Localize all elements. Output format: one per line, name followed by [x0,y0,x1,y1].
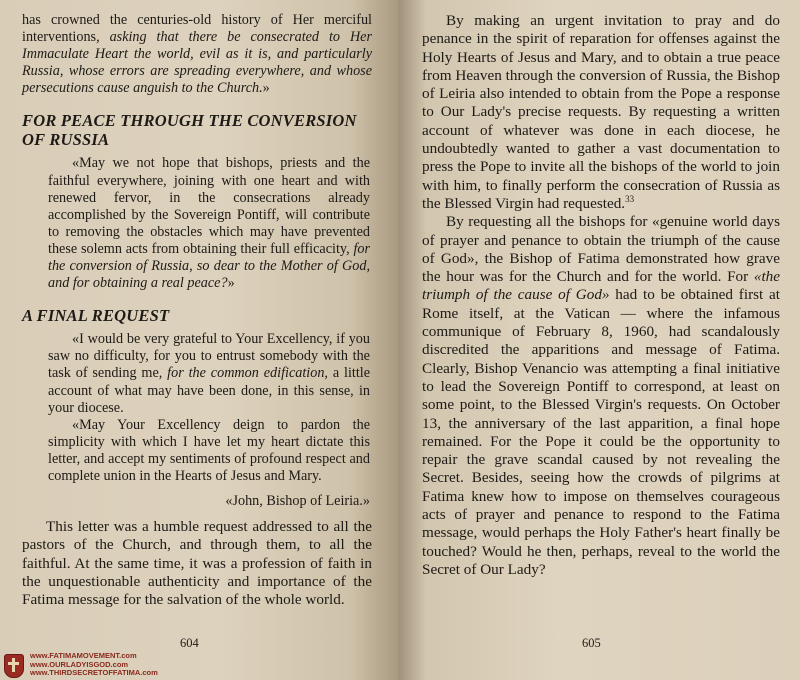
page-number-right: 605 [582,635,601,650]
watermark [4,652,158,678]
quote1-italic: for the conversion of Russia, so dear to the Mother of God, and for obtaining a real peace? [48,240,370,292]
quote-consecration [22,155,372,292]
watermark-lines [30,652,158,678]
watermark-line: www.OURLADYISGOD.com [30,659,129,669]
quote2-end: a little account of what may have been done, in this sense, in your diocese. [48,365,371,416]
quote1-end: » [227,275,235,292]
para1-text: By making an urgent invitation to pray and do penance in the spirit of reparation for offenses against the Holy Hearts of Jesus and Mary, and to obtain a true peace from Heaven through the conversion of Russia, the Bishop of Leiria also intended to obtain from the Pope a response to Our Lady's precise requests. By requesting a written account of whatever was done in each diocese, he undoubtedly wanted to gather a vast documentation to press the Pope to invite all the bishops of the world to join with him, to finally perform the consecration of Russia as the Blessed Virgin had requested. [422,12,780,212]
intro-text: has crowned the centuries-old history of Her merciful interventions, [22,12,372,46]
left-page [0,0,398,680]
cross-seal-icon [4,654,24,678]
right-page [398,0,800,680]
quote2-italic: for the common edification, [167,365,328,382]
quote2-text: «I would be very grateful to Your Excellency, if you saw no difficulty, for you to entrust somebody with the task of sending me, [48,331,370,382]
signature: «John, Bishop of Leiria.» [225,493,370,510]
closing-paragraph: This letter was a humble request addressed to all the pastors of the Church, and through them, to all the faithful. At the same time, it was a profession of faith in the unquestionable authenticity and importance of the Fatima message for the salvation of the whole world. [22,518,372,609]
quote-request [22,331,372,416]
page-number-left: 604 [180,635,199,650]
quote-pardon: «May Your Excellency deign to pardon the simplicity with which I have let my heart dictate this letter, and accept my sentiments of profound respect and complete union in the Hearts of Jesus and Mary. [48,416,370,484]
intro-end: » [262,80,270,97]
paragraph-requesting [422,213,780,579]
para2-rest: had to be obtained first at Rome itself, at the Vatican — where the infamous communique of February 8, 1960, had scandalously discredited the apparitions and message of Fatima. Clearly, Bishop Venancio was attempting a final initiative to lead the Sovereign Pontiff to correspond, at least on some point, to the Blessed Virgin's requests. On October 13, the anniversary of the last apparition, a final hope remained. For the Pope it could be the opportunity to repair the grave scandal caused by not revealing the Secret. Besides, seeing how the crowds of pilgrims at Fatima knew how to impose on themselves courageous acts of prayer and penance to respond to the Fatima message, would perhaps the Holy Father's heart finally be touched? Would he then, perhaps, reveal to the world the Secret of Our Lady? [422,286,780,578]
para2-italic: «the triumph of the cause of God» [422,268,780,304]
intro-paragraph [22,12,372,97]
para2-text: By requesting all the bishops for «genuine world days of prayer and penance to obtain the triumph of the cause of God», the Bishop of Fatima demonstrated how grave the hour was for the Church and for the world. For [422,213,780,286]
watermark-line: www.THIRDSECRETOFFATIMA.com [30,668,158,678]
footnote-reference: 33 [625,193,635,204]
section-heading-peace: FOR PEACE THROUGH THE CONVERSION OF RUSSIA [22,111,357,150]
paragraph-invitation [422,12,780,213]
intro-italic: asking that there be consecrated to Her Immaculate Heart the world, evil as it is, and particularly Russia, whose errors are spreading everywhere, and whose persecutions cause anguish to the Church. [22,29,373,97]
section-heading-final-request: A FINAL REQUEST [22,306,170,326]
watermark-line: www.FATIMAMOVEMENT.com [30,651,137,661]
quote1-text: «May we not hope that bishops, priests and the faithful everywhere, joining with one heart and with renewed fervor, in the consecrations already accomplished by the Sovereign Pontiff, will contribute to removing the obstacles which may have prevented these solemn acts from obtaining their full efficacity, [48,155,370,257]
